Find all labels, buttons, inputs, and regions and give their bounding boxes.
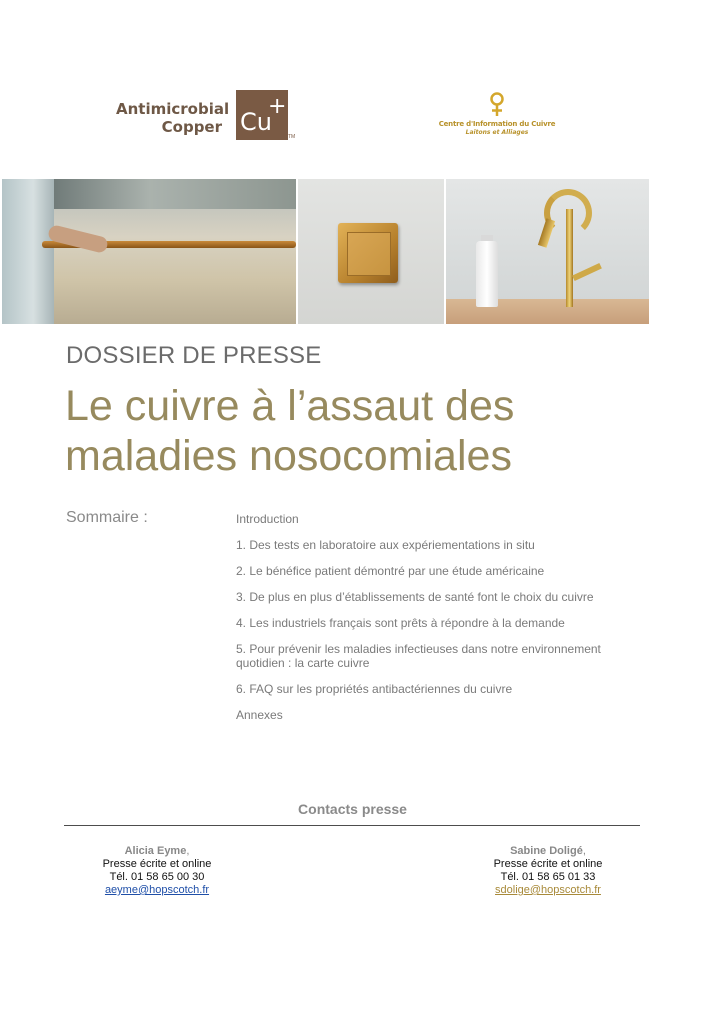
trademark-mark: TM [288, 134, 296, 140]
contact-name-comma: , [186, 845, 190, 857]
toc-item-introduction: Introduction [236, 512, 299, 526]
cu-plus-icon [236, 90, 288, 140]
cu-symbol: Cu [240, 108, 272, 136]
switch-plate-shape [338, 223, 398, 283]
faucet-lever-shape [572, 263, 602, 281]
toc-item-3: 3. De plus en plus d’établissements de santé font le choix du cuivre [236, 590, 594, 604]
antimicrobial-copper-wordmark [116, 100, 230, 136]
toc-item-annexes: Annexes [236, 708, 283, 722]
faucet-head-shape [538, 218, 555, 247]
toc-item-5: 5. Pour prévenir les maladies infectieuses dans notre environnement quotidien : la carte cuivre [236, 642, 601, 670]
contact-role: Presse écrite et online [102, 858, 212, 870]
venus-copper-icon [487, 92, 507, 118]
antimicrobial-copper-logo [116, 90, 296, 142]
toc-item-1: 1. Des tests en laboratoire aux expériementations in situ [236, 538, 535, 552]
summary-label: Sommaire : [66, 509, 148, 526]
cic-subtitle: Laitons et Alliages [465, 129, 529, 136]
cu-plus-sign: + [268, 94, 287, 119]
toc-item-2: 2. Le bénéfice patient démontré par une étude américaine [236, 564, 545, 578]
photo-banner [2, 179, 649, 324]
page-title: Le cuivre à l’assaut des maladies nosocomiales [65, 382, 515, 480]
contact-card-sabine [448, 845, 648, 897]
handrail-photo [2, 179, 296, 324]
contact-name: Sabine Doligé [510, 845, 583, 857]
copper-light-switch-photo [298, 179, 444, 324]
contact-name: Alicia Eyme [124, 845, 187, 857]
cic-name: Centre d'Information du Cuivre [438, 120, 556, 128]
toc-item-6: 6. FAQ sur les propriétés antibactériennes du cuivre [236, 682, 513, 696]
contact-phone: Tél. 01 58 65 01 33 [500, 871, 596, 883]
centre-information-cuivre-logo [434, 92, 560, 144]
contact-phone: Tél. 01 58 65 00 30 [109, 871, 205, 883]
contact-role: Presse écrite et online [493, 858, 603, 870]
toc-item-4: 4. Les industriels français sont prêts à répondre à la demande [236, 616, 565, 630]
document-kicker: DOSSIER DE PRESSE [66, 342, 322, 369]
contacts-title: Contacts presse [298, 801, 407, 817]
logo-word-antimicrobial: Antimicrobial [116, 100, 230, 118]
soap-bottle-shape [476, 241, 498, 307]
window-shape [52, 179, 296, 209]
person-arm-shape [2, 179, 54, 324]
copper-faucet-photo [446, 179, 649, 324]
contacts-divider [64, 825, 640, 826]
contact-email-link[interactable]: sdolige@hopscotch.fr [495, 884, 601, 896]
switch-key-shape [347, 232, 391, 276]
contact-card-alicia [57, 845, 257, 897]
contact-name-comma: , [582, 845, 586, 857]
logo-word-copper: Copper [161, 118, 222, 136]
hand-shape [47, 224, 109, 254]
contact-email-link[interactable]: aeyme@hopscotch.fr [104, 884, 210, 896]
table-of-contents [236, 512, 631, 734]
faucet-stem-shape [566, 209, 573, 307]
